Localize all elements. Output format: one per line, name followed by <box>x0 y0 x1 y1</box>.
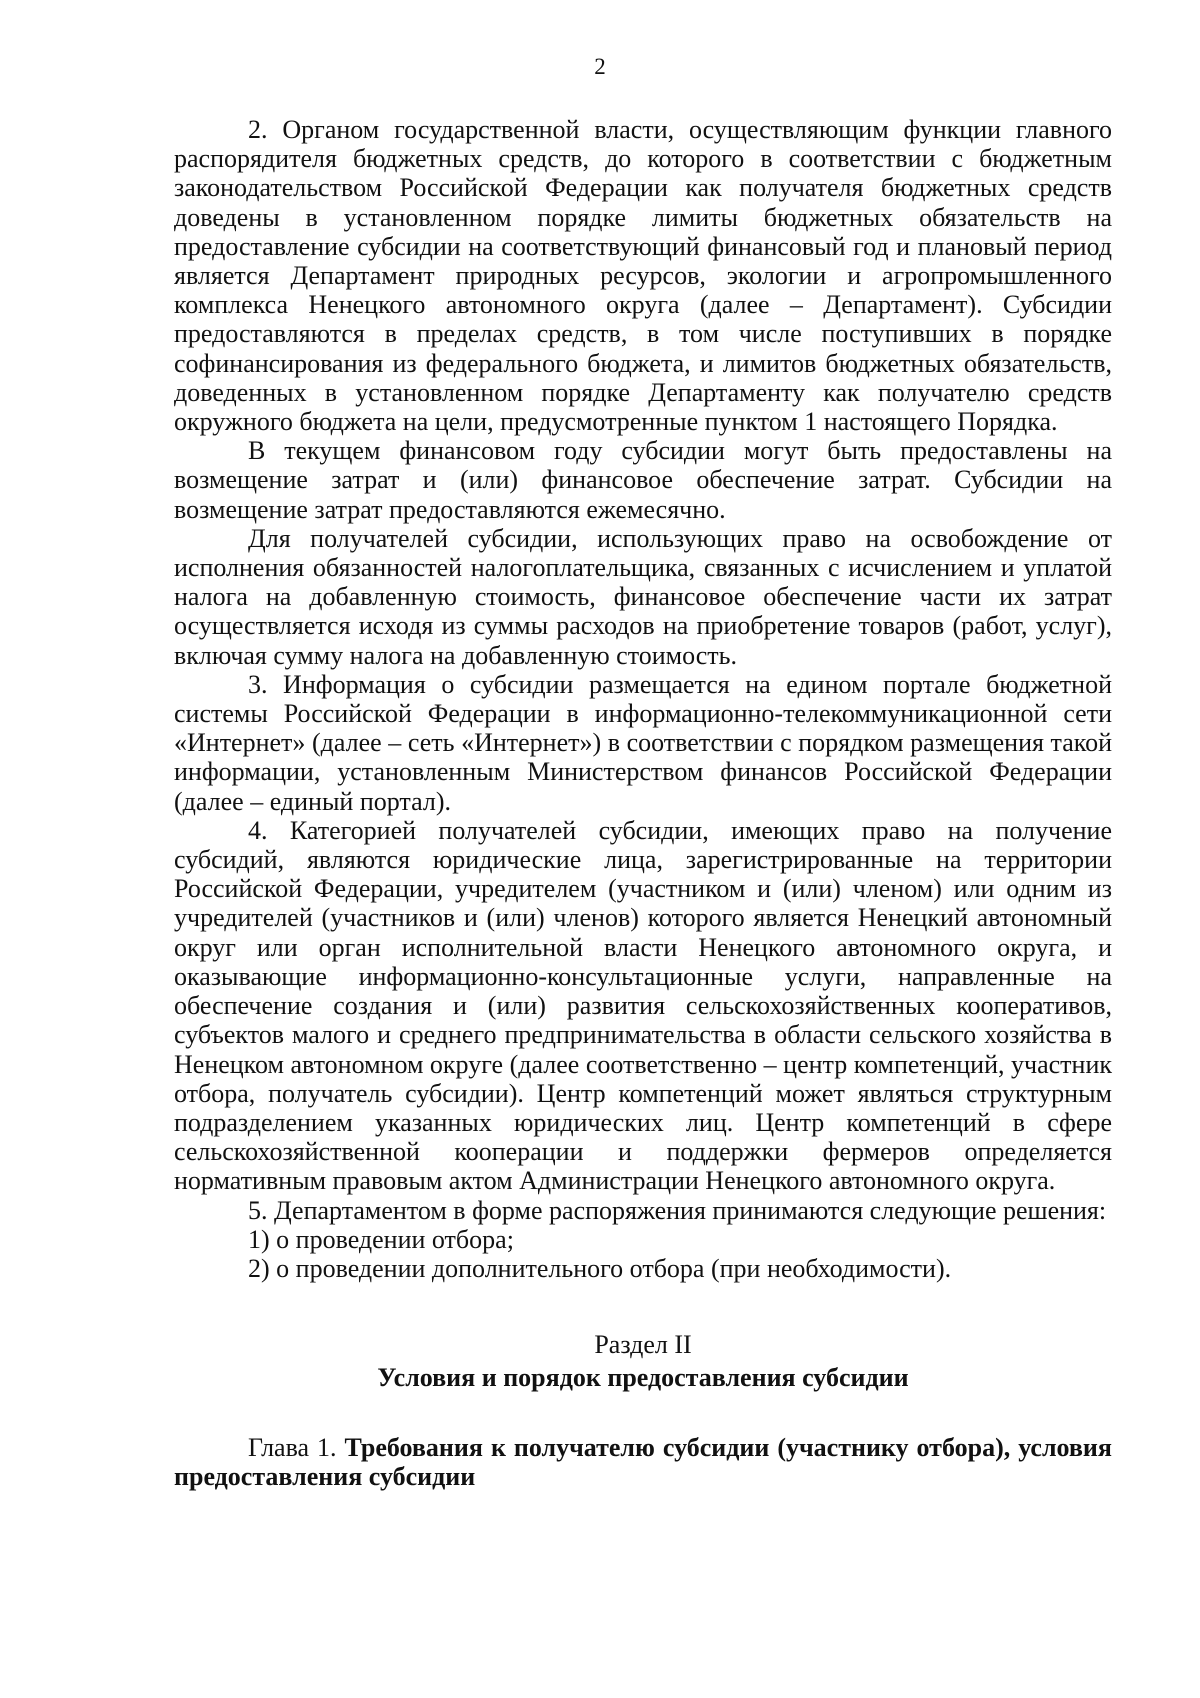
section-label: Раздел II <box>594 1330 692 1360</box>
chapter-heading <box>174 1433 1112 1491</box>
list-item-selection: 1) о проведении отбора; <box>248 1224 514 1254</box>
document-body <box>174 115 1112 1491</box>
paragraph-clause-3: 3. Информация о субсидии размещается на едином портале бюджетной системы Российской Федерации в информационно-телекоммуникационной сети «Интернет» (далее – сеть «Интернет») в соответствии с порядком размещения такой информации, установленным Министерством финансов Российской Федерации (далее – единый портал). <box>174 669 1112 816</box>
list-item-additional-selection: 2) о проведении дополнительного отбора (при необходимости). <box>248 1253 952 1283</box>
paragraph-clause-2: 2. Органом государственной власти, осуществляющим функции главного распорядителя бюджетных средств, до которого в соответствии с бюджетным законодательством Российской Федерации как получателя бюджетных средств доведены в установленном порядке лимиты бюджетных обязательств на предоставление субсидии на соответствующий финансовый год и плановый период является Департамент природных ресурсов, экологии и агропромышленного комплекса Ненецкого автономного округа (далее – Департамент). Субсидии предоставляются в пределах средств, в том числе поступивших в порядке софинансирования из федерального бюджета, и лимитов бюджетных обязательств, доведенных в установленном порядке Департаменту как получателю средств окружного бюджета на цели, предусмотренные пунктом 1 настоящего Порядка. <box>174 115 1112 437</box>
paragraph-vat-exemption: Для получателей субсидии, использующих право на освобождение от исполнения обязанностей налогоплательщика, связанных с исчислением и уплатой налога на добавленную стоимость, финансовое обеспечение части их затрат осуществляется исходя из суммы расходов на приобретение товаров (работ, услуг), включая сумму налога на добавленную стоимость. <box>174 523 1112 670</box>
page-number: 2 <box>594 54 606 79</box>
paragraph-clause-4: 4. Категорией получателей субсидии, имеющих право на получение субсидий, являются юридические лица, зарегистрированные на территории Российской Федерации, учредителем (участником и (или) членом) или одним из учредителей (участников и (или) членов) которого является Ненецкий автономный округ или орган исполнительной власти Ненецкого автономного округа, и оказывающие информационно-консультационные услуги, направленные на обеспечение создания и (или) развития сельскохозяйственных кооперативов, субъектов малого и среднего предпринимательства в области сельского хозяйства в Ненецком автономном округе (далее соответственно – центр компетенций, участник отбора, получатель субсидии). Центр компетенций может являться структурным подразделением указанных юридических лиц. Центр компетенций в сфере сельскохозяйственной кооперации и поддержки фермеров определяется нормативным правовым актом Администрации Ненецкого автономного округа. <box>174 815 1112 1196</box>
paragraph-clause-5: 5. Департаментом в форме распоряжения принимаются следующие решения: <box>248 1195 1107 1225</box>
chapter-prefix: Глава 1. <box>248 1432 345 1462</box>
chapter-title: Требования к получателю субсидии (участнику отбора), условия предоставления субсидии <box>174 1432 1112 1491</box>
section-title: Условия и порядок предоставления субсидии <box>377 1363 909 1393</box>
paragraph-current-year: В текущем финансовом году субсидии могут быть предоставлены на возмещение затрат и (или) финансовое обеспечение затрат. Субсидии на возмещение затрат предоставляются ежемесячно. <box>174 436 1112 524</box>
